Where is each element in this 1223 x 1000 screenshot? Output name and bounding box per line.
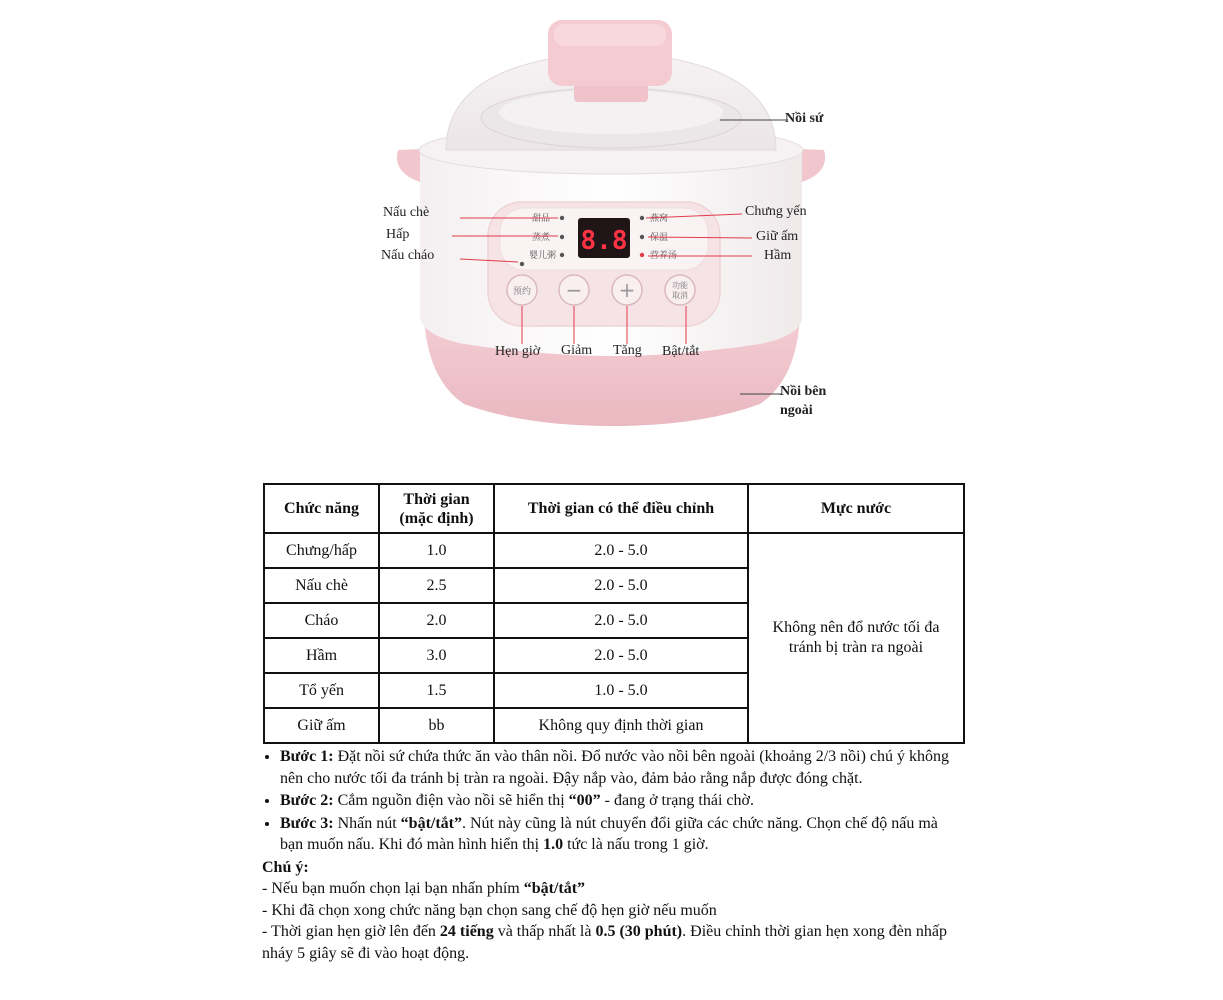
label-hap: Hấp [386,227,410,242]
svg-text:营养汤: 营养汤 [650,251,678,261]
cell-adjustable: 1.0 - 5.0 [494,673,748,708]
label-giu-am: Giữ ấm [756,229,799,244]
cell-function: Cháo [264,603,379,638]
note-title: Chú ý: [262,858,309,876]
label-tang: Tăng [613,343,642,358]
cell-adjustable: Không quy định thời gian [494,708,748,743]
svg-text:预约: 预约 [512,287,532,297]
label-giam: Giảm [561,343,593,358]
svg-text:8.8: 8.8 [580,226,628,256]
label-hen-gio: Hẹn giờ [495,344,541,359]
label-nau-che: Nấu chè [383,205,430,220]
function-button [665,275,695,305]
svg-text:取消: 取消 [672,291,688,300]
header-default-time: Thời gian (mặc định) [379,484,494,533]
svg-text:燕窝: 燕窝 [650,214,669,224]
function-table [263,483,965,744]
svg-text:甜品: 甜品 [532,214,551,224]
instructions [262,746,962,964]
cell-adjustable: 2.0 - 5.0 [494,603,748,638]
cell-function: Tổ yến [264,673,379,708]
step-2: • Bước 2: Cắm nguồn điện vào nồi sẽ hiển thị “00” - đang ở trạng thái chờ. [280,790,962,812]
label-nau-chao: Nấu cháo [381,248,435,263]
cooker-diagram [0,0,1223,440]
label-noi-ben-ngoai: Nồi bên ngoài [780,384,827,418]
note-1: - Nếu bạn muốn chọn lại bạn nhấn phím “bật/tắt” [262,880,586,897]
label-ham: Hầm [764,248,792,263]
svg-text:蒸煮: 蒸煮 [532,233,551,243]
note-2: - Khi đã chọn xong chức năng bạn chọn sang chế độ hẹn giờ nếu muốn [262,901,717,919]
cell-function: Hầm [264,638,379,673]
svg-text:+: + [618,278,636,302]
step-3: • Bước 3: Nhấn nút “bật/tắt”. Nút này cũng là nút chuyển đổi giữa các chức năng. Chọn chế độ nấu mà bạn muốn nấu. Khi đó màn hình hiển thị 1.0 tức là nấu trong 1 giờ. [280,813,962,856]
svg-text:−: − [565,278,583,302]
svg-text:保温: 保温 [650,233,669,243]
cell-default: bb [379,708,494,743]
svg-text:婴儿粥: 婴儿粥 [529,251,557,261]
cell-default: 2.0 [379,603,494,638]
header-function: Chức năng [264,484,379,533]
cell-default: 2.5 [379,568,494,603]
cell-function: Chưng/hấp [264,533,379,568]
cell-water-note: Không nên đổ nước tối đa tránh bị tràn ra ngoài [748,533,964,743]
cell-adjustable: 2.0 - 5.0 [494,638,748,673]
table-row [264,533,964,568]
cell-function: Nấu chè [264,568,379,603]
step-1: • Bước 1: Đặt nồi sứ chứa thức ăn vào thân nồi. Đổ nước vào nồi bên ngoài (khoảng 2/3 nồi) chú ý không nên cho nước tối đa tránh bị tràn ra ngoài. Đậy nắp vào, đảm bảo rằng nắp được đóng chặt. [280,746,962,789]
label-bat-tat: Bật/tắt [662,344,700,359]
cell-default: 1.5 [379,673,494,708]
cell-default: 1.0 [379,533,494,568]
label-chung-yen: Chưng yến [745,204,807,219]
cell-default: 3.0 [379,638,494,673]
label-noi-su: Nồi sứ [785,111,824,126]
note-3: - Thời gian hẹn giờ lên đến 24 tiếng và thấp nhất là 0.5 (30 phút). Điều chỉnh thời gian hẹn xong đèn nhấp nháy 5 giây sẽ đi vào hoạt động. [262,923,947,962]
svg-text:功能: 功能 [672,281,688,290]
cell-function: Giữ ấm [264,708,379,743]
cell-adjustable: 2.0 - 5.0 [494,568,748,603]
header-adjustable: Thời gian có thể điều chỉnh [494,484,748,533]
cell-adjustable: 2.0 - 5.0 [494,533,748,568]
header-water: Mực nước [748,484,964,533]
